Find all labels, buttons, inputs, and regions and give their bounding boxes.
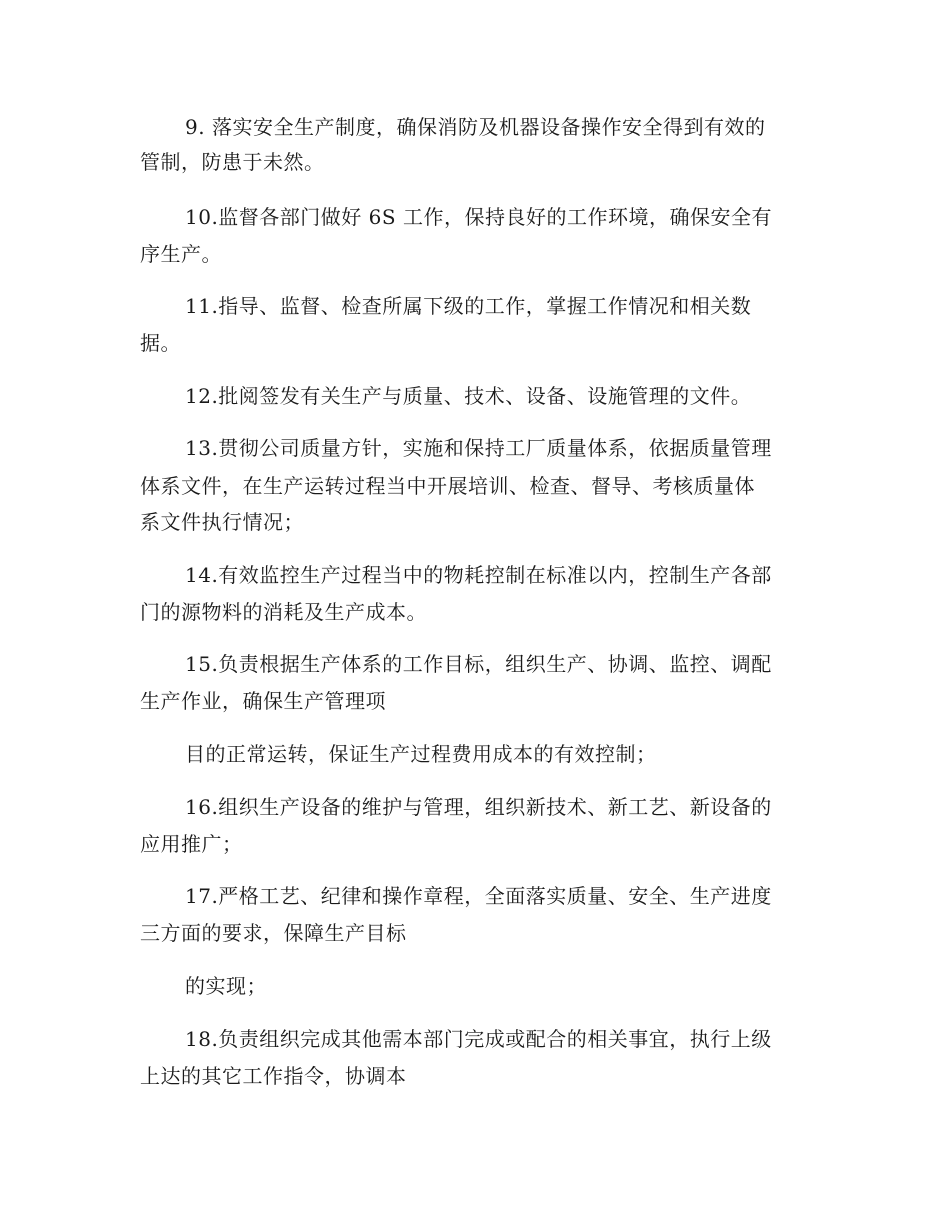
paragraph-15-continuation: 目的正常运转，保证生产过程费用成本的有效控制；	[185, 742, 657, 766]
paragraph-18-line-1: 18.负责组织完成其他需本部门完成或配合的相关事宜，执行上级	[185, 1027, 772, 1051]
paragraph-15-line-1: 15.负责根据生产体系的工作目标，组织生产、协调、监控、调配	[185, 652, 772, 676]
paragraph-17-continuation: 的实现；	[185, 974, 267, 998]
paragraph-17-line-1: 17.严格工艺、纪律和操作章程，全面落实质量、安全、生产进度	[185, 884, 772, 908]
paragraph-17-line-2: 三方面的要求，保障生产目标	[140, 921, 407, 945]
paragraph-15-line-2: 生产作业，确保生产管理项	[140, 689, 386, 713]
paragraph-13-line-1: 13.贯彻公司质量方针，实施和保持工厂质量体系，依据质量管理	[185, 436, 772, 460]
paragraph-14-line-2: 门的源物料的消耗及生产成本。	[140, 600, 427, 624]
paragraph-13-line-2: 体系文件，在生产运转过程当中开展培训、检查、督导、考核质量体	[140, 474, 755, 498]
paragraph-10-line-2: 序生产。	[140, 242, 222, 266]
paragraph-16-line-1: 16.组织生产设备的维护与管理，组织新技术、新工艺、新设备的	[185, 795, 772, 819]
paragraph-9-line-2: 管制，防患于未然。	[140, 150, 325, 174]
paragraph-13-line-3: 系文件执行情况；	[140, 510, 304, 534]
paragraph-11-line-2: 据。	[140, 331, 181, 355]
paragraph-14-line-1: 14.有效监控生产过程当中的物耗控制在标准以内，控制生产各部	[185, 563, 772, 587]
paragraph-11-line-1: 11.指导、监督、检查所属下级的工作，掌握工作情况和相关数	[185, 294, 752, 318]
paragraph-10-line-1: 10.监督各部门做好 6S 工作，保持良好的工作环境，确保安全有	[185, 205, 772, 229]
paragraph-16-line-2: 应用推广；	[140, 832, 243, 856]
paragraph-12-line-1: 12.批阅签发有关生产与质量、技术、设备、设施管理的文件。	[185, 384, 752, 408]
paragraph-9-line-1: 9. 落实安全生产制度，确保消防及机器设备操作安全得到有效的	[185, 115, 766, 139]
paragraph-18-line-2: 上达的其它工作指令，协调本	[140, 1064, 407, 1088]
